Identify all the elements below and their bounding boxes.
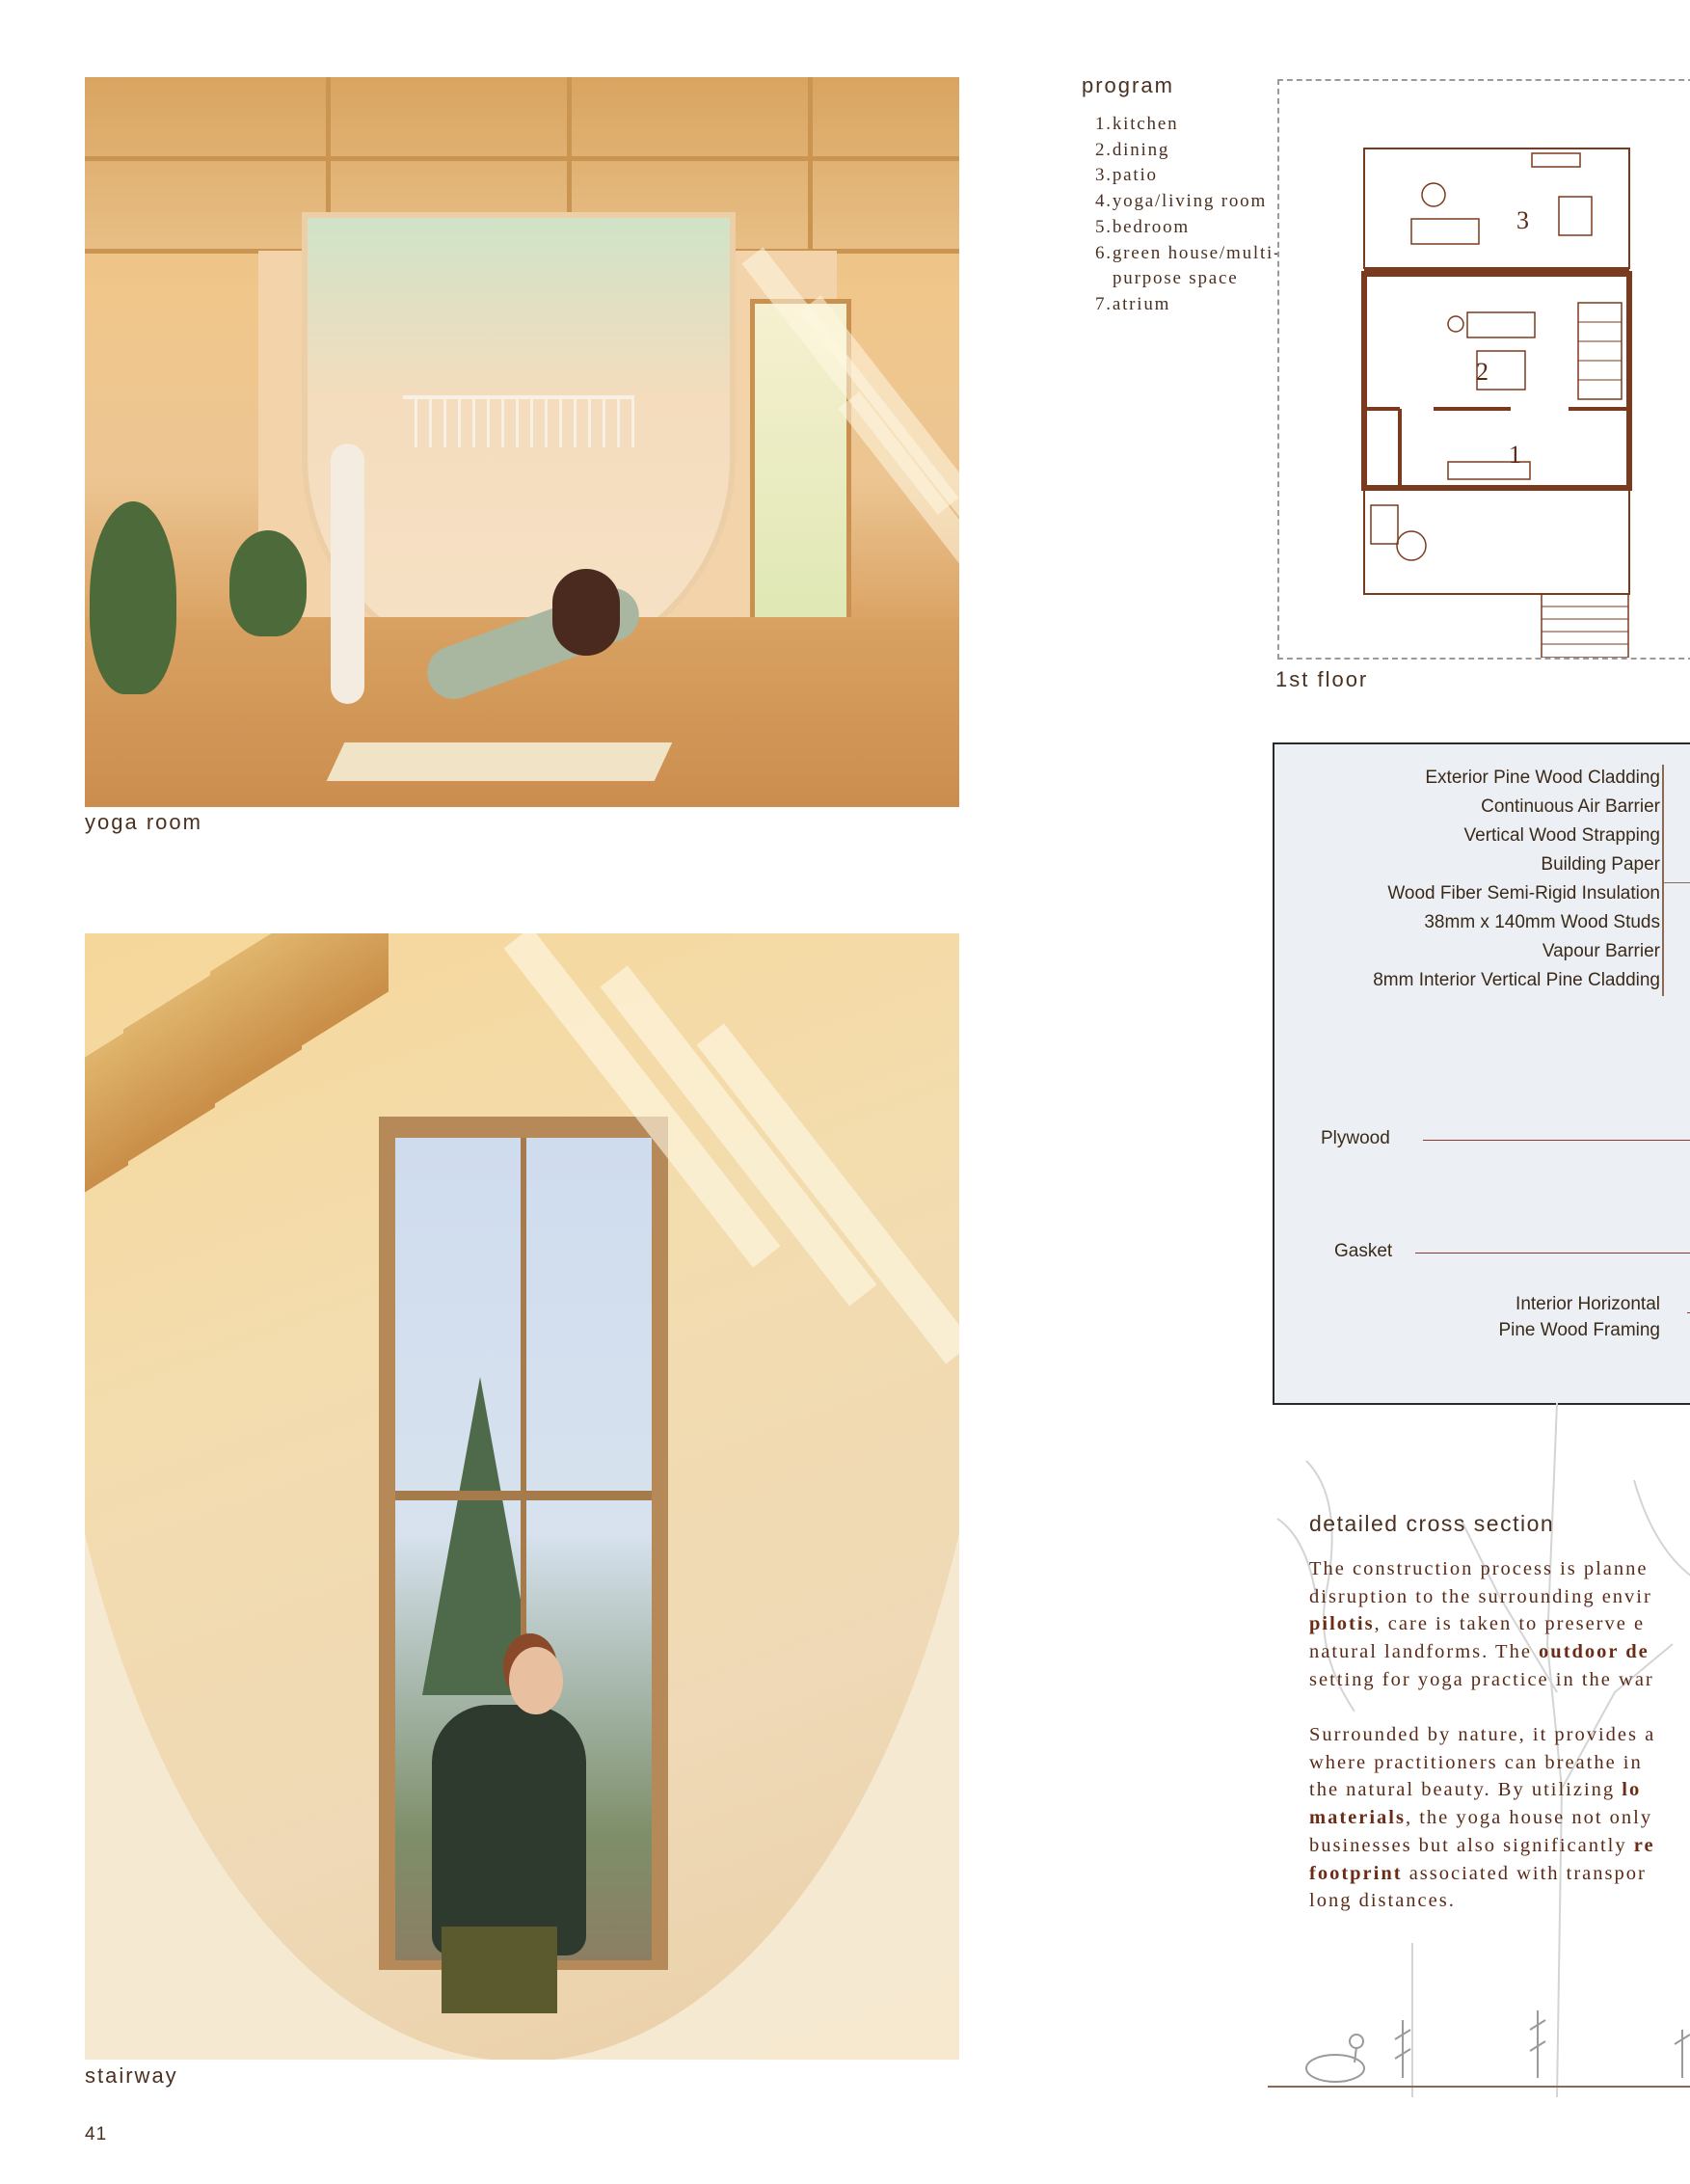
program-item: 6.green house/multi-purpose space (1095, 242, 1282, 289)
plan-room-number: 3 (1516, 206, 1529, 234)
text-span: where practitioners can breathe in (1309, 1751, 1643, 1773)
program-item: 5.bedroom (1095, 216, 1190, 237)
plan-patio-outline (1364, 148, 1629, 268)
floor-plan-drawing (1279, 81, 1690, 658)
text-line (1309, 1749, 1690, 1777)
plant-sprig (1530, 2010, 1545, 2078)
layers-bracket (1662, 765, 1664, 996)
potted-plant (90, 501, 176, 694)
dog (552, 569, 620, 656)
program-title: program (1082, 73, 1174, 97)
bold-term: re (1633, 1834, 1655, 1856)
plan-room-number: 2 (1476, 358, 1489, 386)
cross-section-title: detailed cross section (1309, 1511, 1555, 1536)
wall-layer-label: Exterior Pine Wood Cladding (1425, 768, 1660, 788)
yoga-mat (327, 742, 673, 781)
stairway-caption: stairway (85, 2063, 178, 2088)
framing-label-line: Interior Horizontal (1516, 1294, 1660, 1314)
wall-layer-label: Vertical Wood Strapping (1463, 825, 1660, 846)
wall-layer-label: Continuous Air Barrier (1481, 796, 1660, 817)
cross-section-paragraph-2 (1309, 1721, 1690, 1915)
wall-layer-label: 8mm Interior Vertical Pine Cladding (1373, 970, 1660, 990)
framing-label (1446, 1291, 1660, 1343)
gasket-leader (1415, 1253, 1690, 1254)
potted-plant (229, 530, 307, 636)
plan-chair (1448, 316, 1463, 332)
plan-bench (1532, 153, 1580, 167)
text-line (1309, 1832, 1690, 1860)
text-span: disruption to the surrounding envir (1309, 1585, 1652, 1607)
floor-plan-caption: 1st floor (1275, 667, 1369, 691)
plan-chair (1422, 183, 1445, 206)
text-span: long distances. (1309, 1890, 1456, 1912)
bold-term: outdoor de (1539, 1641, 1650, 1663)
mezzanine-railing (403, 395, 634, 447)
bold-term: pilotis (1309, 1613, 1375, 1635)
plan-main-walls (1364, 274, 1629, 488)
text-line (1309, 1666, 1690, 1694)
text-span: natural landforms. The (1309, 1641, 1540, 1663)
text-line (1309, 1583, 1690, 1611)
text-line (1309, 1776, 1690, 1804)
wall-layer-label: Building Paper (1541, 854, 1660, 875)
text-span: The construction process is planne (1309, 1558, 1649, 1579)
plan-sofa (1411, 219, 1479, 244)
plywood-leader (1423, 1140, 1690, 1141)
text-span: setting for yoga practice in the war (1309, 1668, 1654, 1690)
yoga-room-caption: yoga room (85, 810, 202, 834)
bold-term: materials (1309, 1807, 1406, 1829)
text-line (1309, 1610, 1690, 1638)
text-span: , care is taken to preserve e (1374, 1613, 1646, 1635)
plant-sprig (1395, 2020, 1410, 2078)
plywood-label: Plywood (1321, 1128, 1390, 1148)
program-item: 7.atrium (1095, 293, 1171, 314)
text-span: associated with transpor (1402, 1862, 1647, 1884)
plan-entry-stair (1542, 594, 1628, 658)
framing-label-line: Pine Wood Framing (1498, 1320, 1660, 1340)
yoga-room-image (85, 77, 959, 807)
text-line (1309, 1804, 1690, 1832)
text-line (1309, 1860, 1690, 1888)
plan-chair (1397, 531, 1426, 560)
plan-sofa (1467, 312, 1535, 337)
program-item: 1.kitchen (1095, 114, 1179, 134)
text-span: Surrounded by nature, it provides a (1309, 1724, 1656, 1745)
bold-term: lo (1622, 1779, 1642, 1801)
gasket-label: Gasket (1334, 1241, 1393, 1261)
wall-layer-label: Wood Fiber Semi-Rigid Insulation (1387, 883, 1660, 903)
bold-term: footprint (1309, 1862, 1403, 1884)
program-item: 3.patio (1095, 165, 1158, 186)
plan-table (1559, 197, 1592, 235)
ceiling-beam (85, 156, 959, 161)
program-item: 4.yoga/living room (1095, 191, 1268, 212)
program-list (1095, 112, 1288, 318)
goose-head (1350, 2035, 1363, 2048)
stairway-image (85, 933, 959, 2060)
page-number: 41 (85, 2124, 108, 2144)
text-span: , the yoga house not only (1405, 1807, 1653, 1829)
plan-lounge (1371, 505, 1398, 544)
text-line (1309, 1887, 1690, 1915)
text-line (1309, 1555, 1690, 1583)
wall-layer-label: Vapour Barrier (1542, 941, 1660, 961)
plant-sprig (1675, 2030, 1690, 2078)
cross-section-paragraph-1 (1309, 1555, 1690, 1694)
standing-person (331, 444, 364, 704)
wall-layers-list (1282, 764, 1660, 995)
text-span: businesses but also significantly (1309, 1834, 1634, 1856)
floor-plan (1277, 79, 1690, 660)
program-item: 2.dining (1095, 139, 1170, 160)
ground-line (1268, 2086, 1690, 2088)
plan-room-number: 1 (1509, 441, 1521, 469)
wall-layer-label: 38mm x 140mm Wood Studs (1424, 912, 1660, 932)
text-line (1309, 1721, 1690, 1749)
plan-lower-deck (1364, 488, 1629, 594)
oval-vignette (85, 933, 959, 2060)
layers-leader (1664, 882, 1690, 883)
plan-stair (1578, 303, 1622, 399)
text-span: the natural beauty. By utilizing (1309, 1779, 1623, 1801)
text-line (1309, 1638, 1690, 1666)
ceiling-beam (808, 77, 813, 251)
